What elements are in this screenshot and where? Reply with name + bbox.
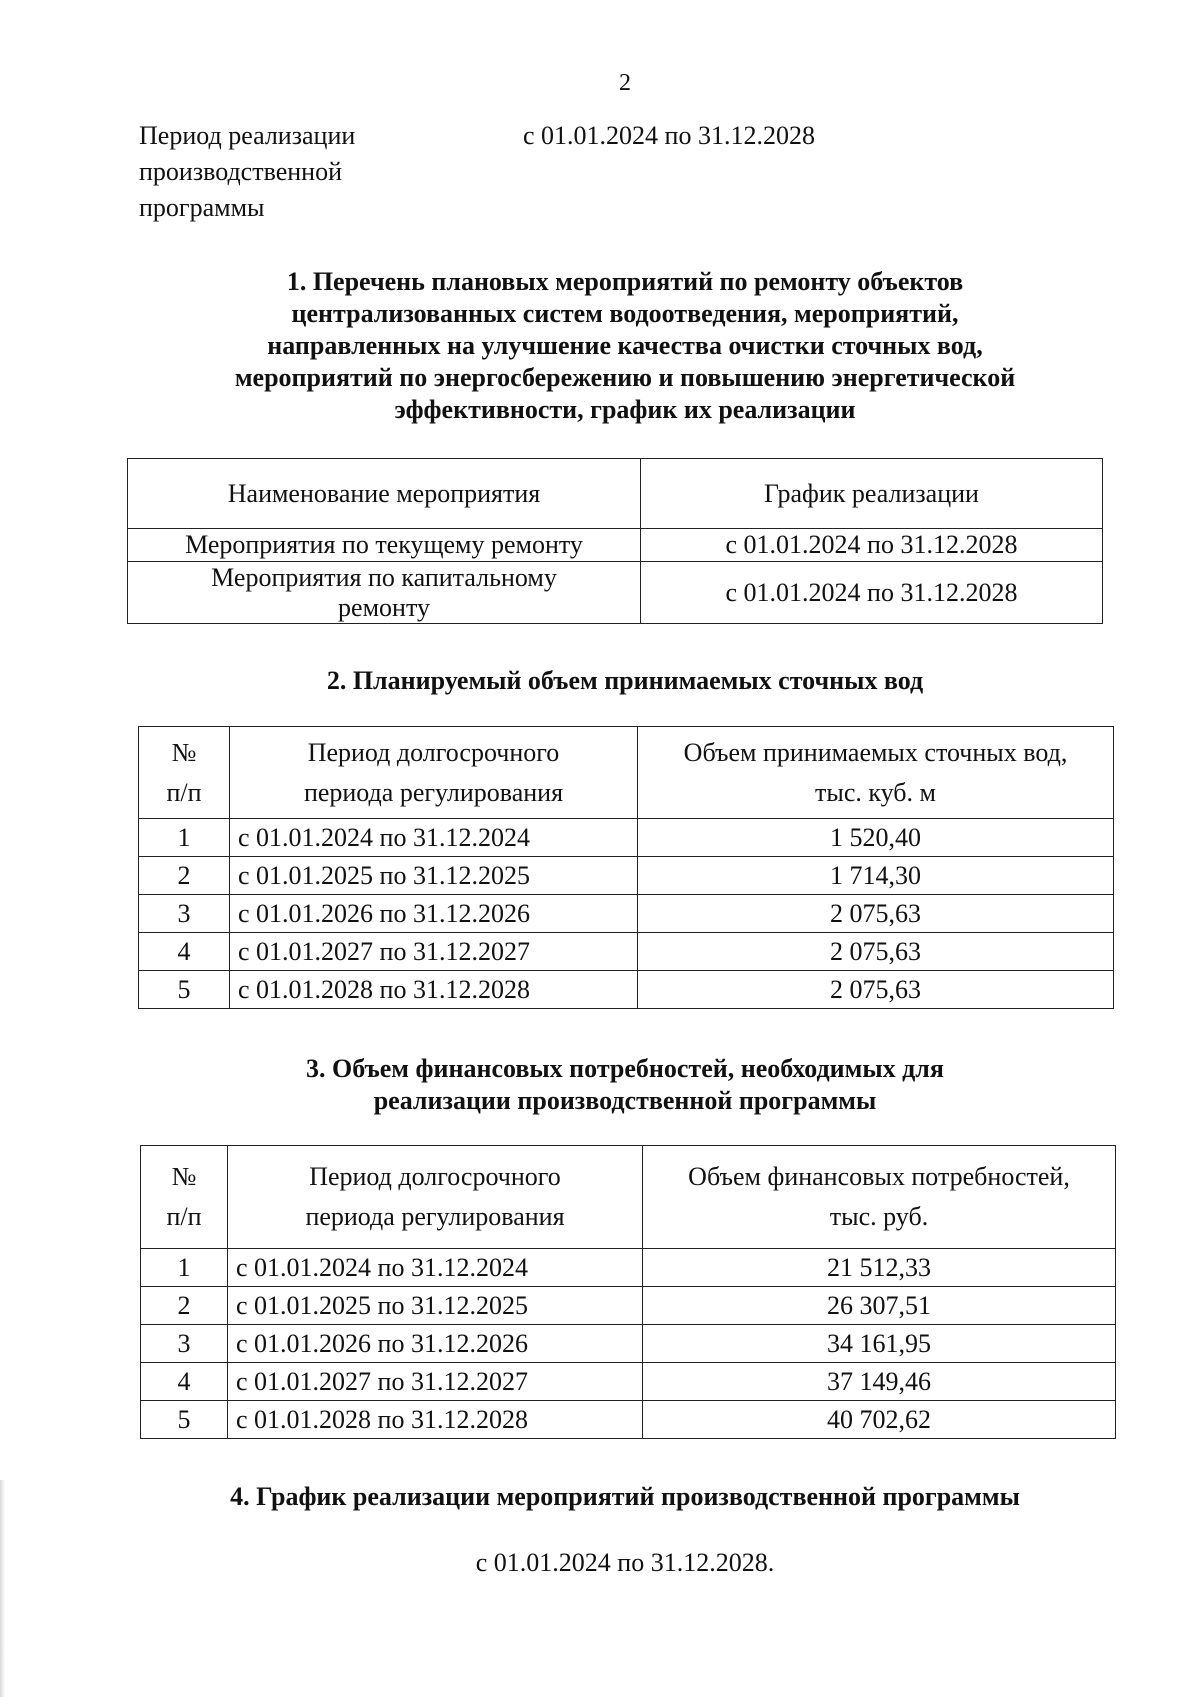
table-row (141, 1287, 1116, 1325)
header-financial (643, 1146, 1116, 1249)
table-header-row (128, 459, 1103, 529)
row-num: 4 (141, 1363, 228, 1401)
row-num: 2 (139, 857, 230, 895)
row-num: 3 (139, 895, 230, 933)
activities-table (127, 458, 1103, 624)
header-volume-line: Объем принимаемых сточных вод, (683, 737, 1068, 767)
table-row (141, 1363, 1116, 1401)
header-num (141, 1146, 228, 1249)
table-row (141, 1401, 1116, 1439)
header-activity-name: Наименование мероприятия (128, 459, 641, 529)
row-period: с 01.01.2028 по 31.12.2028 (228, 1401, 643, 1439)
header-schedule: График реализации (641, 459, 1103, 529)
header-volume (638, 727, 1114, 819)
table-row (141, 1249, 1116, 1287)
table-row (128, 529, 1103, 562)
row-financial: 40 702,62 (643, 1401, 1116, 1439)
header-period-line: Период долгосрочного (307, 737, 560, 767)
activity-schedule: с 01.01.2024 по 31.12.2028 (641, 562, 1103, 624)
section4-value: с 01.01.2024 по 31.12.2028. (475, 1548, 775, 1577)
financial-needs-table (140, 1145, 1116, 1439)
section1-title (0, 266, 1200, 426)
table-row (128, 562, 1103, 624)
table-header-row (139, 727, 1114, 819)
row-period: с 01.01.2026 по 31.12.2026 (228, 1325, 643, 1363)
activity-name: Мероприятия по текущему ремонту (128, 529, 641, 562)
row-period: с 01.01.2027 по 31.12.2027 (228, 1363, 643, 1401)
row-num: 2 (141, 1287, 228, 1325)
row-financial: 21 512,33 (643, 1249, 1116, 1287)
header-num-line: п/п (166, 1202, 202, 1231)
header-num-line: п/п (166, 777, 202, 807)
table-header-row (141, 1146, 1116, 1249)
section1-title-line: 1. Перечень плановых мероприятий по ремонту объектов (286, 267, 964, 296)
period-label (139, 118, 439, 226)
row-num: 5 (139, 971, 230, 1009)
row-financial: 34 161,95 (643, 1325, 1116, 1363)
section3-title-line: реализации производственной программы (373, 1086, 877, 1115)
table-row (141, 1325, 1116, 1363)
activity-schedule: с 01.01.2024 по 31.12.2028 (641, 529, 1103, 562)
row-period: с 01.01.2025 по 31.12.2025 (228, 1287, 643, 1325)
row-period: с 01.01.2024 по 31.12.2024 (228, 1249, 643, 1287)
row-volume: 2 075,63 (638, 933, 1114, 971)
row-num: 5 (141, 1401, 228, 1439)
period-label-line: производственной (139, 157, 342, 186)
table-row (139, 895, 1114, 933)
period-label-line: Период реализации (139, 121, 356, 150)
row-period: с 01.01.2027 по 31.12.2027 (230, 933, 638, 971)
header-period-line: Период долгосрочного (309, 1162, 561, 1191)
header-period (228, 1146, 643, 1249)
table-row (139, 971, 1114, 1009)
header-period-line: периода регулирования (303, 777, 564, 807)
page-number: 2 (619, 70, 631, 96)
row-volume: 2 075,63 (638, 895, 1114, 933)
header-num-line: № (171, 737, 197, 767)
section1-title-line: централизованных систем водоотведения, мероприятий, (291, 299, 959, 328)
header-num (139, 727, 230, 819)
section4-title: 4. График реализации мероприятий производственной программы (230, 1482, 1020, 1511)
period-label-line: программы (139, 193, 265, 222)
header-volume-line: тыс. куб. м (815, 777, 936, 807)
table-row (139, 933, 1114, 971)
row-num: 1 (139, 819, 230, 857)
header-num-line: № (171, 1162, 197, 1191)
row-num: 1 (141, 1249, 228, 1287)
table-row (139, 819, 1114, 857)
row-num: 4 (139, 933, 230, 971)
row-financial: 26 307,51 (643, 1287, 1116, 1325)
header-financial-line: Объем финансовых потребностей, (688, 1162, 1070, 1191)
scan-edge-shadow (0, 1480, 5, 1697)
header-financial-line: тыс. руб. (829, 1202, 929, 1231)
section3-title (0, 1053, 1200, 1117)
row-volume: 2 075,63 (638, 971, 1114, 1009)
table-row (139, 857, 1114, 895)
row-num: 3 (141, 1325, 228, 1363)
row-period: с 01.01.2024 по 31.12.2024 (230, 819, 638, 857)
header-period-line: периода регулирования (305, 1202, 565, 1231)
row-volume: 1 520,40 (638, 819, 1114, 857)
header-period (230, 727, 638, 819)
period-value: с 01.01.2024 по 31.12.2028 (523, 121, 815, 150)
section2-title: 2. Планируемый объем принимаемых сточных вод (326, 666, 924, 695)
activity-name: Мероприятия по капитальному ремонту (128, 562, 641, 624)
section3-title-line: 3. Объем финансовых потребностей, необходимых для (306, 1054, 944, 1083)
section1-title-line: мероприятий по энергосбережению и повышению энергетической (234, 363, 1016, 392)
wastewater-volume-table (138, 726, 1114, 1009)
row-period: с 01.01.2026 по 31.12.2026 (230, 895, 638, 933)
row-period: с 01.01.2025 по 31.12.2025 (230, 857, 638, 895)
row-period: с 01.01.2028 по 31.12.2028 (230, 971, 638, 1009)
row-volume: 1 714,30 (638, 857, 1114, 895)
section1-title-line: эффективности, график их реализации (394, 395, 856, 424)
row-financial: 37 149,46 (643, 1363, 1116, 1401)
section1-title-line: направленных на улучшение качества очистки сточных вод, (267, 331, 983, 360)
